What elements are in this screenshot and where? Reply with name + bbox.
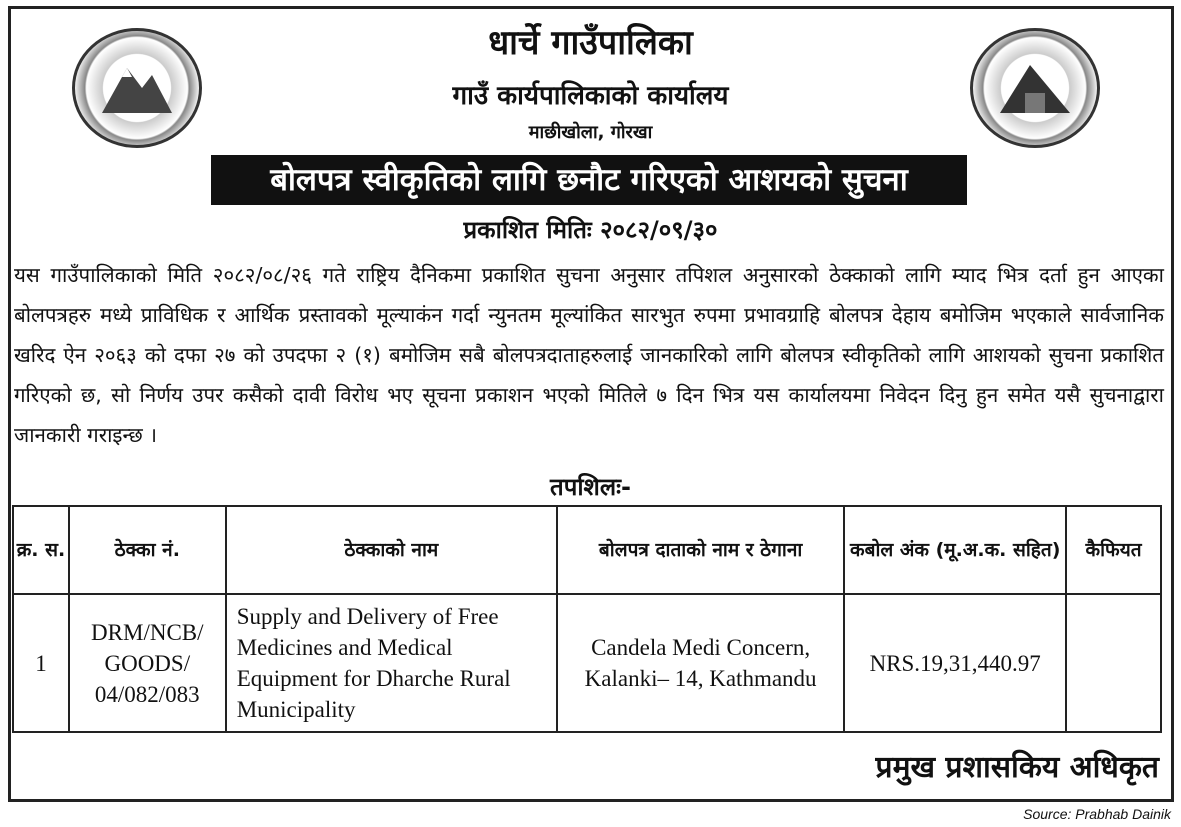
header-remarks: कैफियत — [1066, 506, 1161, 594]
header-bid-amount: कबोल अंक (मू.अ.क. सहित) — [844, 506, 1066, 594]
cell-bidder: Candela Medi Concern, Kalanki– 14, Kathmandu — [557, 594, 844, 732]
signatory: प्रमुख प्रशासकिय अधिकृत — [875, 750, 1159, 785]
notice-body: यस गाउँपालिकाको मिति २०८२/०८/२६ गते राष्ट्रिय दैनिकमा प्रकाशित सुचना अनुसार तपिशल अनुसारको ठेक्काको लागि म्याद भित्र दर्ता हुन आएका बोलपत्रहरु मध्ये प्राविधिक र आर्थिक प्रस्तावको मूल्याकंन गर्दा न्युनतम मूल्यांकित सारभुत रुपमा प्रभावग्राहि बोलपत्र देहाय बमोजिम भएकाले सार्वजानिक खरिद ऐन २०६३ को दफा २७ को उपदफा २ (१) बमोजिम सबै बोलपत्रदाताहरुलाई जानकारिको लागि बोलपत्र स्वीकृतिको लागि आशयको सुचना प्रकाशित गरिएको छ, सो निर्णय उपर कसैको दावी विरोध भए सूचना प्रकाशन भएको मितिले ७ दिन भित्र यस कार्यालयमा निवेदन दिनु हुन समेत यसै सुचनाद्वारा जानकारी गराइन्छ । — [14, 263, 1164, 447]
cell-bid-amount: NRS.19,31,440.97 — [844, 594, 1066, 732]
published-date: प्रकाशित मितिः २०८२/०९/३० — [463, 216, 718, 244]
header-contract-name: ठेक्काको नाम — [226, 506, 557, 594]
header-contract-no: ठेक्का नं. — [69, 506, 226, 594]
table-row — [13, 594, 1161, 732]
header-serial: क्र. स. — [13, 506, 69, 594]
contract-table — [12, 505, 1162, 733]
header-bidder: बोलपत्र दाताको नाम र ठेगाना — [557, 506, 844, 594]
cell-contract-name: Supply and Delivery of Free Medicines and Medical Equipment for Dharche Rural Municipality — [226, 594, 557, 732]
details-heading: तपशिलः- — [550, 473, 631, 501]
cell-contract-no: DRM/NCB/ GOODS/ 04/082/083 — [69, 594, 226, 732]
office-subtitle: गाउँ कार्यपालिकाको कार्यालय — [452, 81, 729, 111]
cell-serial: 1 — [13, 594, 69, 732]
table-header-row — [13, 506, 1161, 594]
municipality-title: धार्चे गाउँपालिका — [488, 23, 693, 63]
notice-banner: बोलपत्र स्वीकृतिको लागि छनौट गरिएको आशयको सुचना — [211, 155, 967, 205]
address: माछीखोला, गोरखा — [528, 122, 653, 143]
source-credit: Source: Prabhab Dainik — [1023, 806, 1171, 822]
cell-remarks — [1066, 594, 1161, 732]
